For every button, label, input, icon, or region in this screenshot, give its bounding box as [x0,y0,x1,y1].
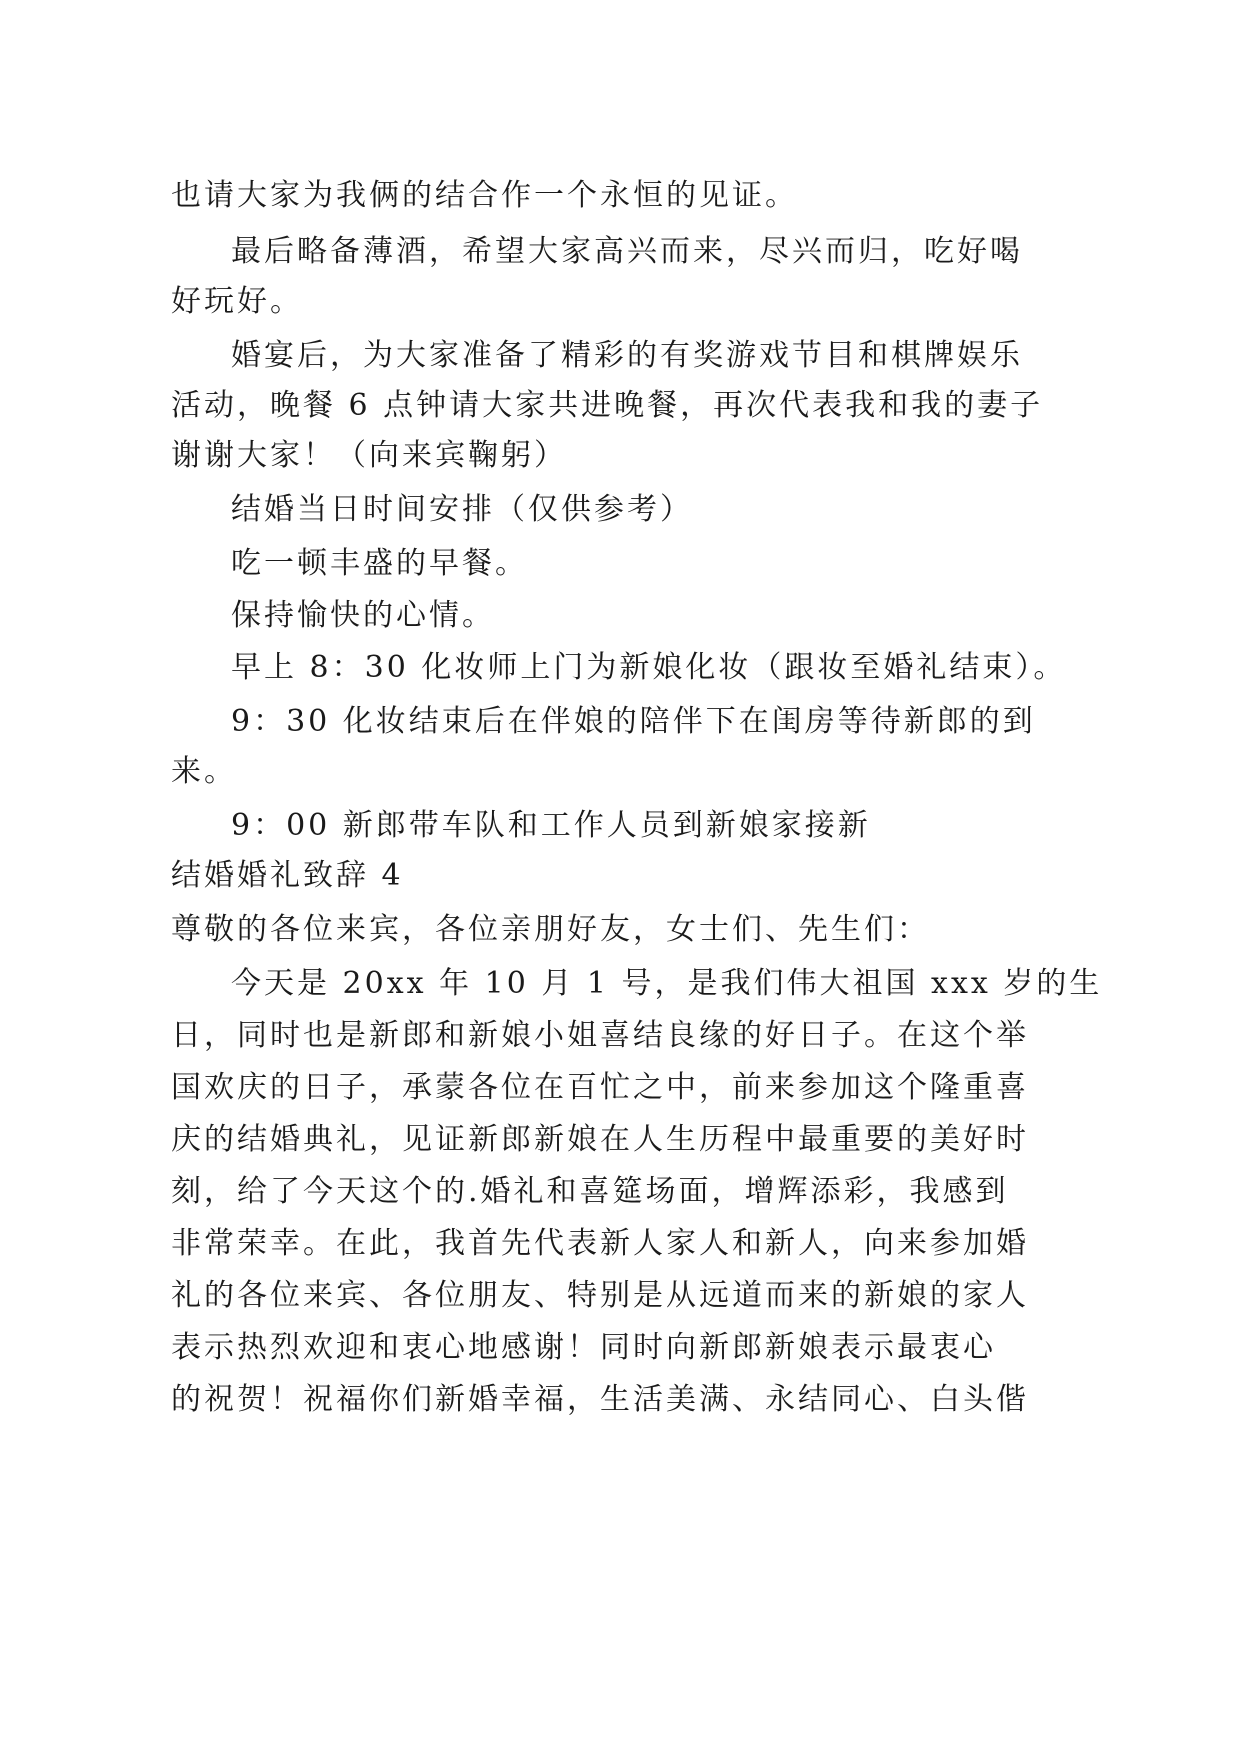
paragraph-line: 9：00 新郎带车队和工作人员到新娘家接新 [231,808,871,843]
paragraph-line: 的祝贺！祝福你们新婚幸福，生活美满、永结同心、白头偕 [171,1382,1029,1417]
paragraph-line: 保持愉快的心情。 [231,598,495,633]
paragraph-line: 最后略备薄酒，希望大家高兴而来，尽兴而归，吃好喝 [231,234,1023,269]
paragraph-line: 早上 8：30 化妆师上门为新娘化妆（跟妆至婚礼结束）。 [231,650,1067,685]
paragraph-line: 婚宴后，为大家准备了精彩的有奖游戏节目和棋牌娱乐 [231,338,1023,373]
paragraph-line: 吃一顿丰盛的早餐。 [231,546,528,581]
paragraph-line: 表示热烈欢迎和衷心地感谢！同时向新郎新娘表示最衷心 [171,1330,996,1365]
section-heading: 结婚婚礼致辞 4 [171,858,404,893]
paragraph-line: 日，同时也是新郎和新娘小姐喜结良缘的好日子。在这个举 [171,1018,1029,1053]
paragraph-line: 今天是 20xx 年 10 月 1 号，是我们伟大祖国 xxx 岁的生 [231,966,1103,1001]
paragraph-line: 来。 [171,754,237,789]
paragraph-line: 国欢庆的日子，承蒙各位在百忙之中，前来参加这个隆重喜 [171,1070,1029,1105]
paragraph-line: 结婚当日时间安排（仅供参考） [231,492,693,527]
salutation: 尊敬的各位来宾，各位亲朋好友，女士们、先生们： [171,912,930,947]
paragraph-line: 庆的结婚典礼，见证新郎新娘在人生历程中最重要的美好时 [171,1122,1029,1157]
paragraph-line: 谢谢大家！（向来宾鞠躬） [171,438,567,473]
paragraph-line: 礼的各位来宾、各位朋友、特别是从远道而来的新娘的家人 [171,1278,1029,1313]
paragraph-line: 9：30 化妆结束后在伴娘的陪伴下在闺房等待新郎的到 [231,704,1036,739]
paragraph-line: 也请大家为我俩的结合作一个永恒的见证。 [171,178,798,213]
paragraph-line: 活动，晚餐 6 点钟请大家共进晚餐，再次代表我和我的妻子 [171,388,1044,423]
paragraph-line: 刻，给了今天这个的.婚礼和喜筵场面，增辉添彩，我感到 [171,1174,1009,1209]
paragraph-line: 好玩好。 [171,284,303,319]
paragraph-line: 非常荣幸。在此，我首先代表新人家人和新人，向来参加婚 [171,1226,1029,1261]
